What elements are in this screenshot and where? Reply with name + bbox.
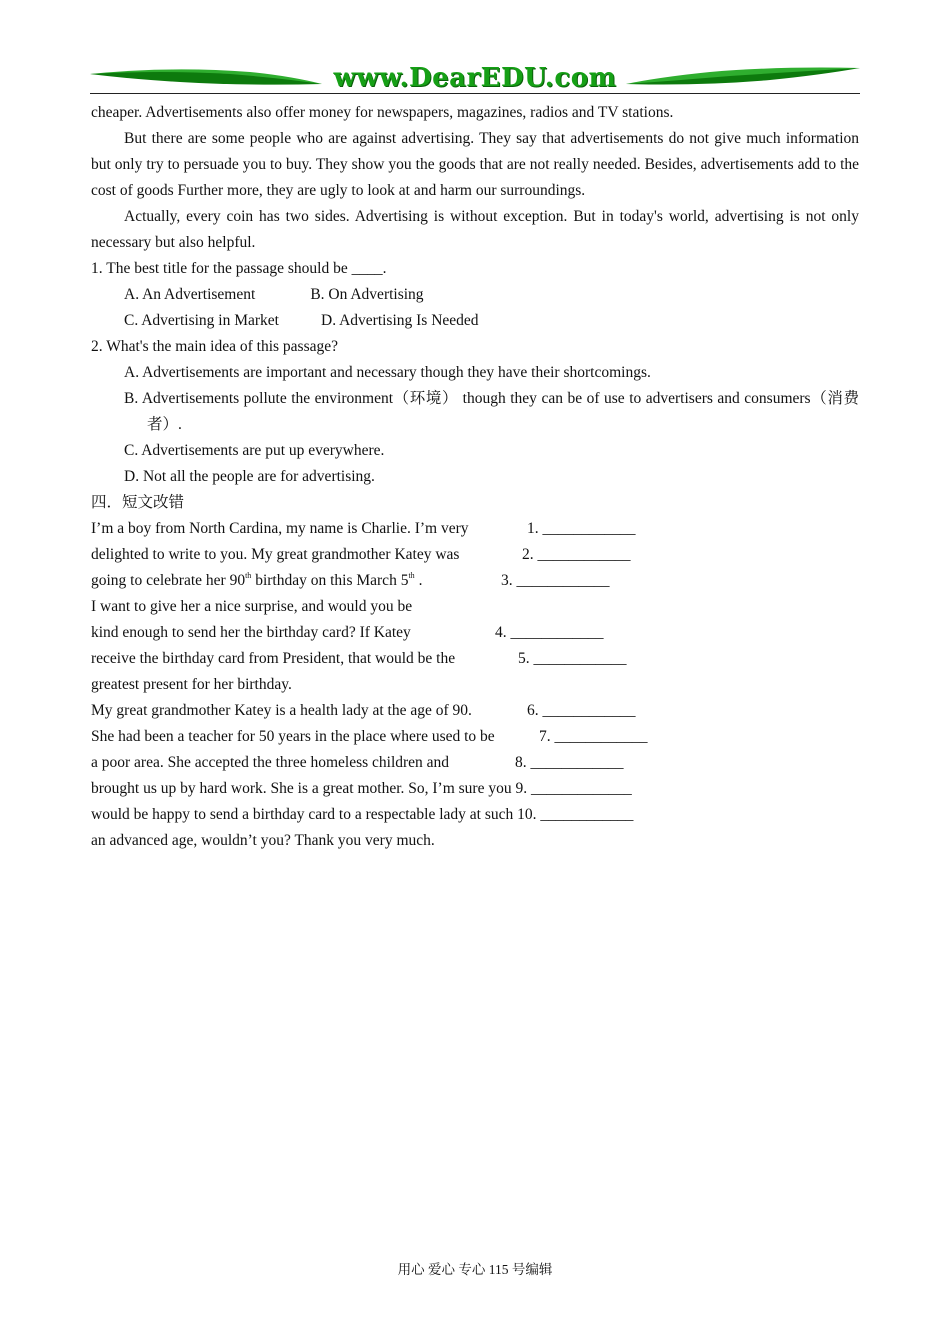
error-line-9: She had been a teacher for 50 years in the place where used to be 7. ____________: [91, 724, 859, 750]
error-line-3: going to celebrate her 90th birthday on this March 5th . 3. ____________: [91, 568, 859, 594]
paragraph-2: But there are some people who are against advertising. They say that advertisements do not give much information but only try to persuade you to buy. They show you the goods that are not really needed. Besides, advertisements add to the cost of goods Further more, they are ugly to look at and harm our surroundings.: [91, 130, 859, 199]
question-2-option-c: C. Advertisements are put up everywhere.: [124, 442, 385, 459]
error-line-12: would be happy to send a birthday card to a respectable lady at such 10. ____________: [91, 806, 634, 823]
blank-10[interactable]: 10. ____________: [517, 806, 634, 823]
question-1-options-ab: [91, 282, 859, 308]
question-2-option-b: B. Advertisements pollute the environment（环境） though they can be of use to advertisers and consumers（消费者）.: [124, 390, 859, 433]
question-1-option-a: A. An Advertisement: [124, 286, 256, 303]
site-header: [90, 62, 860, 94]
paragraph-1: cheaper. Advertisements also offer money for newspapers, magazines, radios and TV stations.: [91, 104, 674, 121]
error-line-2: delighted to write to you. My great grandmother Katey was 2. ____________: [91, 542, 859, 568]
document-body: [91, 100, 859, 854]
error-line-1: I’m a boy from North Cardina, my name is Charlie. I’m very 1. ____________: [91, 516, 859, 542]
question-2-option-d: D. Not all the people are for advertising.: [124, 468, 375, 485]
blank-6[interactable]: 6. ____________: [527, 702, 636, 719]
blank-7[interactable]: 7. ____________: [539, 728, 648, 745]
question-1-stem: 1. The best title for the passage should be ____.: [91, 260, 387, 277]
site-logo: www.DearEDU.com: [333, 63, 617, 93]
error-line-6: receive the birthday card from President, that would be the 5. ____________: [91, 646, 859, 672]
question-1-option-b: B. On Advertising: [310, 286, 424, 303]
error-line-11: brought us up by hard work. She is a great mother. So, I’m sure you 9. _____________: [91, 780, 632, 797]
blank-8[interactable]: 8. ____________: [515, 754, 624, 771]
question-1-options-cd: [91, 308, 859, 334]
error-line-8: My great grandmother Katey is a health lady at the age of 90. 6. ____________: [91, 698, 859, 724]
blank-2[interactable]: 2. ____________: [522, 546, 631, 563]
question-1-option-d: D. Advertising Is Needed: [321, 312, 479, 329]
error-line-7: greatest present for her birthday.: [91, 676, 292, 693]
error-line-5: kind enough to send her the birthday card? If Katey 4. ____________: [91, 620, 859, 646]
blank-1[interactable]: 1. ____________: [527, 520, 636, 537]
error-line-4: I want to give her a nice surprise, and would you be: [91, 598, 413, 615]
error-line-10: a poor area. She accepted the three homeless children and 8. ____________: [91, 750, 859, 776]
section-4-title: 四．短文改错: [91, 494, 185, 511]
question-1-option-c: C. Advertising in Market: [124, 312, 279, 329]
blank-4[interactable]: 4. ____________: [495, 624, 604, 641]
page-footer: 用心 爱心 专心 115 号编辑: [397, 1262, 553, 1277]
blank-9[interactable]: 9. _____________: [515, 780, 632, 797]
question-2-option-a: A. Advertisements are important and necessary though they have their shortcomings.: [124, 364, 651, 381]
header-rule: [90, 93, 860, 94]
blank-3[interactable]: 3. ____________: [501, 572, 610, 589]
error-line-13: an advanced age, wouldn’t you? Thank you very much.: [91, 832, 435, 849]
question-2-stem: 2. What's the main idea of this passage?: [91, 338, 338, 355]
paragraph-3: Actually, every coin has two sides. Advertising is without exception. But in today's world, advertising is not only necessary but also helpful.: [91, 208, 859, 251]
blank-5[interactable]: 5. ____________: [518, 650, 627, 667]
